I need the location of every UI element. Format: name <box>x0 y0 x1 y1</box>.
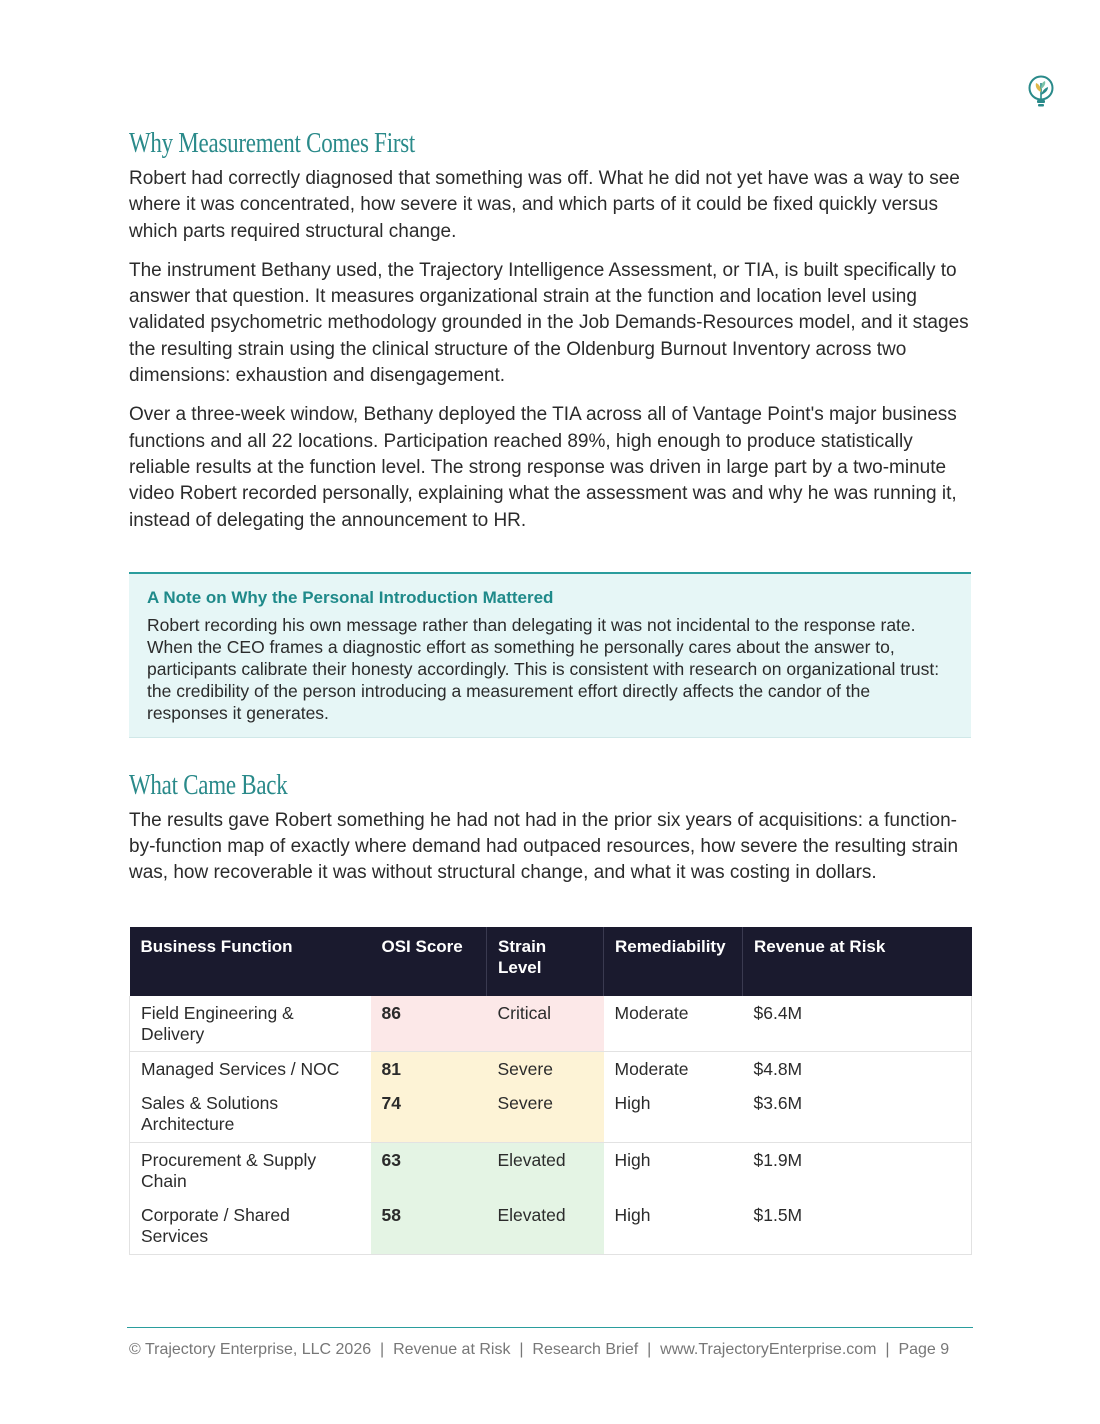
column-header: OSI Score <box>371 927 487 996</box>
cell-score: 63 <box>371 1142 487 1198</box>
cell-revenue: $6.4M <box>743 996 972 1052</box>
table-row <box>130 1052 972 1087</box>
callout-box <box>129 572 971 738</box>
cell-revenue: $4.8M <box>743 1052 972 1087</box>
cell-function: Managed Services / NOC <box>130 1052 371 1087</box>
cell-score: 58 <box>371 1198 487 1254</box>
cell-score: 86 <box>371 996 487 1052</box>
cell-score: 74 <box>371 1086 487 1142</box>
table-row <box>130 1086 972 1142</box>
cell-remediability: High <box>604 1198 743 1254</box>
cell-strain: Severe <box>487 1052 604 1087</box>
cell-function: Corporate / Shared Services <box>130 1198 371 1254</box>
column-header: Business Function <box>130 927 371 996</box>
cell-function: Procurement & Supply Chain <box>130 1142 371 1198</box>
callout-title: A Note on Why the Personal Introduction Mattered <box>147 587 554 607</box>
cell-revenue: $1.5M <box>743 1198 972 1254</box>
cell-revenue: $3.6M <box>743 1086 972 1142</box>
cell-strain: Critical <box>487 996 604 1052</box>
cell-score: 81 <box>371 1052 487 1087</box>
cell-remediability: Moderate <box>604 996 743 1052</box>
body-paragraph: The results gave Robert something he had not had in the prior six years of acquisitions: a function-by-function map of exactly where demand had outpaced resources, how severe the resulting strain was, how recoverable it was without structural change, and what it was costing in dollars. <box>129 809 959 884</box>
page-content <box>129 128 971 1255</box>
section-heading: What Came Back <box>129 769 288 801</box>
table-header-row <box>130 927 972 996</box>
section-heading: Why Measurement Comes First <box>129 128 416 159</box>
table-row <box>130 1142 972 1198</box>
cell-function: Field Engineering & Delivery <box>130 996 371 1052</box>
cell-remediability: High <box>614 1149 651 1170</box>
cell-strain: Elevated <box>487 1198 604 1254</box>
lightbulb-growth-icon <box>1026 74 1056 110</box>
table-row <box>130 1198 972 1254</box>
cell-remediability: High <box>604 1086 743 1142</box>
footer-divider <box>127 1327 973 1328</box>
cell-strain: Elevated <box>487 1142 604 1198</box>
column-header: Strain Level <box>487 927 604 996</box>
column-header: Remediability <box>604 927 743 996</box>
body-paragraph: Over a three-week window, Bethany deployed the TIA across all of Vantage Point's major business functions and all 22 locations. Participation reached 89%, high enough to produce statistically reliable results at the function level. The strong response was driven in large part by a two-minute video Robert recorded personally, explaining what the assessment was and why he was running it, instead of delegating the announcement to HR. <box>129 404 957 531</box>
column-header: Revenue at Risk <box>743 927 972 996</box>
cell-revenue: $1.9M <box>743 1142 972 1198</box>
body-paragraph: Robert had correctly diagnosed that something was off. What he did not yet have was a way to see where it was concentrated, how severe it was, and which parts of it could be fixed quickly versus which parts required structural change. <box>129 168 960 242</box>
cell-remediability: Moderate <box>614 1059 689 1080</box>
callout-text: Robert recording his own message rather than delegating it was not incidental to the response rate. When the CEO frames a diagnostic effort as something he personally cares about the answer to, participants calibrate their honesty accordingly. This is consistent with research on organizational trust: the credibility of the person introducing a measurement effort directly affects the candor of the responses it generates. <box>147 614 940 723</box>
results-table <box>129 927 972 1255</box>
cell-strain: Severe <box>487 1086 604 1142</box>
table-row <box>130 996 972 1052</box>
cell-function: Sales & Solutions Architecture <box>130 1086 371 1142</box>
body-paragraph: The instrument Bethany used, the Trajectory Intelligence Assessment, or TIA, is built specifically to answer that question. It measures organizational strain at the function and location level using validated psychometric methodology grounded in the Job Demands-Resources model, and it stages the resulting strain using the clinical structure of the Oldenburg Burnout Inventory across two dimensions: exhaustion and disengagement. <box>129 259 969 387</box>
page-footer: © Trajectory Enterprise, LLC 2026 | Revenue at Risk | Research Brief | www.TrajectoryEnterprise.com | Page 9 <box>129 1341 950 1358</box>
